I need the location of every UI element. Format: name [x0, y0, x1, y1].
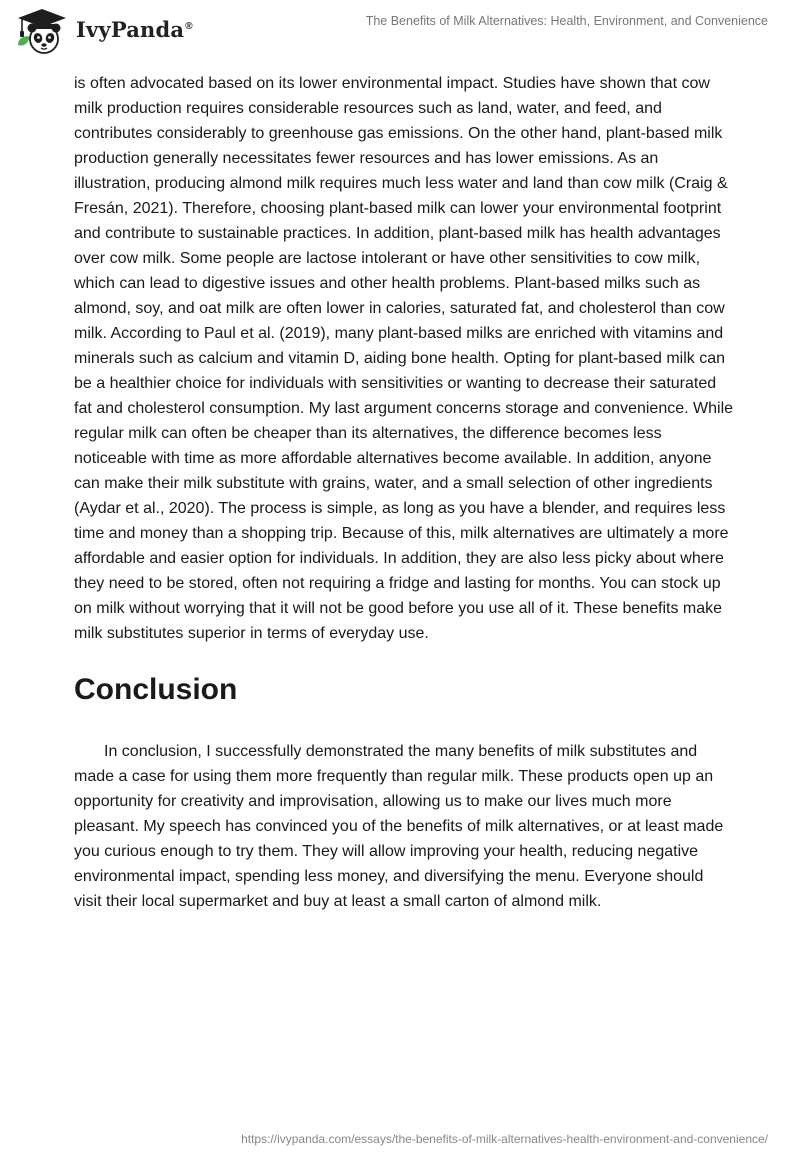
- body-paragraph: is often advocated based on its lower environmental impact. Studies have shown that cow milk production requires considerable resources such as land, water, and feed, and contributes considerably to greenhouse gas emissions. On the other hand, plant-based milk production generally necessitates fewer resources and has lower emissions. As an illustration, producing almond milk requires much less water and land than cow milk (Craig & Fresán, 2021). Therefore, choosing plant-based milk can lower your environmental footprint and contribute to sustainable practices. In addition, plant-based milk has health advantages over cow milk. Some people are lactose intolerant or have other sensitivities to cow milk, which can lead to digestive issues and other health problems. Plant-based milks such as almond, soy, and oat milk are often lower in calories, saturated fat, and cholesterol than cow milk. According to Paul et al. (2019), many plant-based milks are enriched with vitamins and minerals such as calcium and vitamin D, aiding bone health. Opting for plant-based milk can be a healthier choice for individuals with sensitivities or wanting to decrease their saturated fat and cholesterol consumption. My last argument concerns storage and convenience. While regular milk can often be cheaper than its alternatives, the difference becomes less noticeable with time as more affordable alternatives become available. In addition, anyone can make their milk substitute with grains, water, and a small selection of other ingredients (Aydar et al., 2020). The process is simple, as long as you have a blender, and requires less time and money than a shopping trip. Because of this, milk alternatives are ultimately a more affordable and easier option for individuals. In addition, they are also less picky about where they need to be stored, often not requiring a fridge and lasting for months. You can stock up on milk without worrying that it will not be good before you use all of it. These benefits make milk substitutes superior in terms of everyday use.: [74, 75, 734, 642]
- conclusion-heading: Conclusion: [74, 673, 238, 706]
- conclusion-paragraph: In conclusion, I successfully demonstrated the many benefits of milk substitutes and made a case for using them more frequently than regular milk. These products open up an opportunity for creativity and improvisation, allowing us to make our lives much more pleasant. My speech has convinced you of the benefits of milk alternatives, or at least made you curious enough to try them. They will allow improving your health, reducing negative environmental impact, spending less money, and diversifying the menu. Everyone should visit their local supermarket and buy at least a small carton of almond milk.: [74, 743, 724, 910]
- logo-wordmark: [76, 17, 193, 42]
- page-header: [0, 0, 800, 64]
- footer-url-link[interactable]: https://ivypanda.com/essays/the-benefits-of-milk-alternatives-health-environment-and-convenience/: [241, 1132, 768, 1146]
- panda-graduation-cap-icon: [14, 7, 70, 55]
- document-title: The Benefits of Milk Alternatives: Health, Environment, and Convenience: [365, 14, 768, 28]
- ivypanda-logo[interactable]: [14, 6, 193, 56]
- logo-text: IvyPanda: [76, 16, 185, 42]
- essay-content: [74, 71, 734, 914]
- registered-mark: ®: [185, 20, 193, 32]
